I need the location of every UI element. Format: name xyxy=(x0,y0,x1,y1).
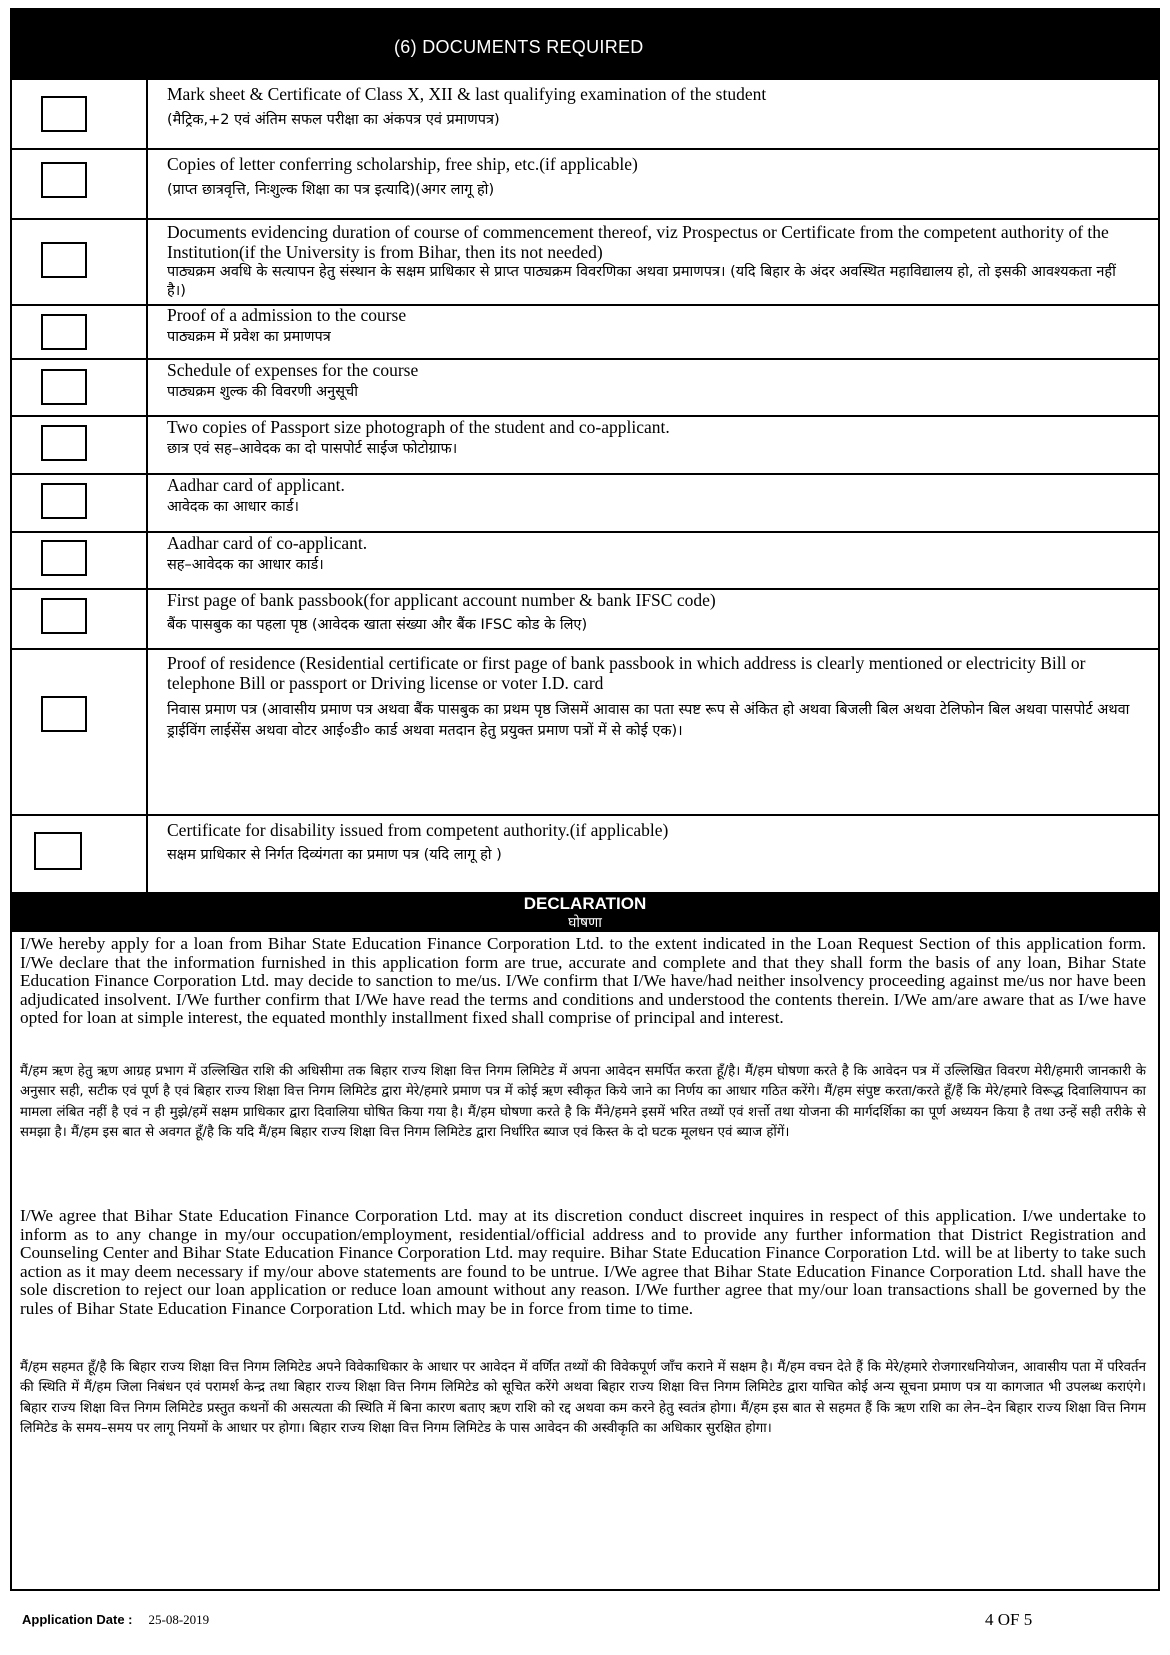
section-title: (6) DOCUMENTS REQUIRED xyxy=(394,37,644,57)
document-checkbox[interactable] xyxy=(34,832,82,870)
document-row xyxy=(12,218,1158,304)
document-label: Schedule of expenses for the course xyxy=(167,360,419,380)
document-row xyxy=(12,78,1158,148)
document-checkbox[interactable] xyxy=(41,314,87,350)
document-label: First page of bank passbook(for applicant account number & bank IFSC code) xyxy=(167,590,716,610)
document-label-hindi: पाठ्यक्रम शुल्क की विवरणी अनुसूची xyxy=(167,384,358,400)
declaration-header xyxy=(12,892,1158,932)
document-checkbox[interactable] xyxy=(41,696,87,732)
section-header xyxy=(12,10,1158,78)
document-label: Two copies of Passport size photograph of the student and co-applicant. xyxy=(167,417,670,437)
document-label-hindi: पाठ्यक्रम में प्रवेश का प्रमाणपत्र xyxy=(167,329,331,345)
document-row xyxy=(12,531,1158,588)
document-label: Documents evidencing duration of course of commencement thereof, viz Prospectus or Certificate from the competent authority of the Institution(if the University is from Bihar, then its not needed) xyxy=(167,222,1109,262)
document-checkbox[interactable] xyxy=(41,162,87,198)
document-label-hindi: पाठ्यक्रम अवधि के सत्यापन हेतु संस्थान के सक्षम प्राधिकार से प्राप्त पाठ्यक्रम विवरणिका अथवा प्रमाणपत्र। (यदि बिहार के अंदर अवस्थित महाविद्यालय हो, तो इसकी आवश्यकता नहीं है।) xyxy=(167,264,1116,299)
document-row xyxy=(12,648,1158,814)
document-checkbox[interactable] xyxy=(41,369,87,405)
document-row xyxy=(12,588,1158,648)
document-row xyxy=(12,304,1158,358)
page-number: 4 OF 5 xyxy=(985,1610,1033,1629)
document-label-hindi: आवेदक का आधार कार्ड। xyxy=(167,499,300,515)
document-label: Proof of a admission to the course xyxy=(167,305,407,325)
document-label: Mark sheet & Certificate of Class X, XII & last qualifying examination of the student xyxy=(167,84,767,104)
document-row xyxy=(12,358,1158,415)
document-label: Aadhar card of applicant. xyxy=(167,475,345,495)
declaration-title-hindi: घोषणा xyxy=(568,915,602,931)
declaration-paragraph-2-hindi: मैं/हम सहमत हूँ/है कि बिहार राज्य शिक्षा वित्त निगम लिमिटेड अपने विवेकाधिकार के आधार पर आवेदन में वर्णित तथ्यों की विवेकपूर्ण जाँच कराने में सक्षम है। मैं/हम वचन देते हैं कि मेरे/हमारे रोजगारधनियोजन, आवासीय पता में परिवर्तन की स्थिति में मैं/हम जिला निबंधन एवं परामर्श केन्द्र तथा बिहार राज्य शिक्षा वित्त निगम लिमिटेड को सूचित करेंगे अथवा बिहार राज्य शिक्षा वित्त निगम लिमिटेड द्वारा याचित कोई अन्य सूचना प्रमाण पत्र या कागजात भी उपलब्ध कराएंगे। बिहार राज्य शिक्षा वित्त निगम लिमिटेड प्रस्तुत कथनों की असत्यता की स्थिति में बिना कारण बताए ऋण राशि को रद्द अथवा कम करने हेतु स्वतंत्र होगा। मैं/हम इस बात से सहमत हैं कि ऋण राशि का लेन–देन बिहार राज्य शिक्षा वित्त निगम लिमिटेड के समय–समय पर लागू नियमों के आधार पर होगा। बिहार राज्य शिक्षा वित्त निगम लिमिटेड के पास आवेदन की अस्वीकृति का अधिकार सुरक्षित होगा। xyxy=(20,1360,1146,1437)
declaration-title: DECLARATION xyxy=(523,894,647,913)
document-label: Aadhar card of co-applicant. xyxy=(167,533,368,553)
document-label-hindi: सक्षम प्राधिकार से निर्गत दिव्यंगता का प्रमाण पत्र (यदि लागू हो ) xyxy=(167,847,502,863)
document-row xyxy=(12,473,1158,531)
document-checkbox[interactable] xyxy=(41,540,87,576)
declaration-paragraph-1-hindi: मैं/हम ऋण हेतु ऋण आग्रह प्रभाग में उल्लिखित राशि की अधिसीमा तक बिहार राज्य शिक्षा वित्त निगम लिमिटेड में अपना आवेदन समर्पित करता हूँ/है। मैं/हम घोषणा करते है कि आवेदन पत्र में उल्लिखित विवरण मेरी/हमारी जानकारी के अनुसार सही, सटीक एवं पूर्ण है एवं बिहार राज्य शिक्षा वित्त निगम लिमिटेड द्वारा मेरे/हमारे प्रमाण पत्र में कोई ऋण स्वीकृत किये जाने का निर्णय का आधार गठित करेंगे। मैं/हम संपुष्ट करता/करते हूँ/हैं कि मेरे/हमारे विरूद्ध दिवालियापन का मामला लंबित नहीं है एवं न ही मुझे/हमें सक्षम प्राधिकार द्वारा दिवालिया घोषित किया गया है। मैं/हम घोषणा करते है कि मैंने/हमने इसमें भरित तथ्यों एवं शर्त्तो तथा योजना की मार्गदर्शिका का पूर्ण अध्ययन किया है तथा उन्हें सही तरीके से समझा है। मैं/हम इस बात से अवगत हूँ/है कि यदि मैं/हम बिहार राज्य शिक्षा वित्त निगम लिमिटेड द्वारा निर्धारित ब्याज एवं किस्त के दो घटक मूलधन एवं ब्याज होंगें। xyxy=(20,1064,1146,1141)
document-label: Certificate for disability issued from competent authority.(if applicable) xyxy=(167,820,669,840)
document-label-hindi: निवास प्रमाण पत्र (आवासीय प्रमाण पत्र अथवा बैंक पासबुक का प्रथम पृष्ठ जिसमें आवास का पता स्पष्ट रूप से अंकित हो अथवा बिजली बिल अथवा टेलिफोन बिल अथवा पासपोर्ट अथवा ड्राईविंग लाईसेंस अथवा वोटर आई०डी० कार्ड अथवा मतदान हेतु प्रयुक्त प्रमाण पत्रों में से कोई एक)। xyxy=(167,702,1130,739)
document-label: Proof of residence (Residential certificate or first page of bank passbook in which address is clearly mentioned or electricity Bill or telephone Bill or passport or Driving license or voter I.D. card xyxy=(167,653,1086,693)
document-checkbox[interactable] xyxy=(41,242,87,278)
application-date xyxy=(22,1612,209,1628)
declaration-paragraph-1: I/We hereby apply for a loan from Bihar State Education Finance Corporation Ltd. to the extent indicated in the Loan Request Section of this application form. I/We declare that the information furnished in this application form are true, accurate and complete and that they shall form the basis of any loan, Bihar State Education Finance Corporation Ltd. may decide to sanction to me/us. I/We confirm that I/We have/had neither insolvency proceeding against me/us nor have been adjudicated insolvent. I/We further confirm that I/We have read the terms and conditions and understood the contents therein. I/We am/are aware that as I/we have opted for loan at simple interest, the equated monthly installment fixed shall comprise of principal and interest. xyxy=(20,934,1146,1028)
document-checkbox[interactable] xyxy=(41,425,87,461)
document-row xyxy=(12,814,1158,892)
document-row xyxy=(12,415,1158,473)
document-checkbox[interactable] xyxy=(41,598,87,634)
form-page xyxy=(10,8,1160,1591)
document-label: Copies of letter conferring scholarship, free ship, etc.(if applicable) xyxy=(167,154,638,174)
document-row xyxy=(12,148,1158,218)
document-label-hindi: सह–आवेदक का आधार कार्ड। xyxy=(167,557,324,573)
document-label-hindi: बैंक पासबुक का पहला पृष्ठ (आवेदक खाता संख्या और बैंक IFSC कोड के लिए) xyxy=(167,617,588,633)
document-checkbox[interactable] xyxy=(41,483,87,519)
application-date-label: Application Date : xyxy=(22,1612,133,1627)
document-label-hindi: छात्र एवं सह–आवेदक का दो पासपोर्ट साईज फोटोग्राफ। xyxy=(167,441,458,457)
document-label-hindi: (मैट्रिक,+2 एवं अंतिम सफल परीक्षा का अंकपत्र एवं प्रमाणपत्र) xyxy=(167,112,500,128)
document-label-hindi: (प्राप्त छात्रवृत्ति, निःशुल्क शिक्षा का पत्र इत्यादि)(अगर लागू हो) xyxy=(167,182,495,198)
application-date-value: 25-08-2019 xyxy=(148,1612,210,1627)
declaration-paragraph-2: I/We agree that Bihar State Education Finance Corporation Ltd. may at its discretion conduct discreet inquires in respect of this application. I/we undertake to inform as to any change in my/our occupation/employment, residential/official address and to provide any further information that District Registration and Counseling Center and Bihar State Education Finance Corporation Ltd. may require. Bihar State Education Finance Corporation Ltd. will be at liberty to take such action as it may deem necessary if my/our above statements are found to be untrue. I/We agree that Bihar State Education Finance Corporation Ltd. shall have the sole discretion to reject our loan application or reduce loan amount without any reason. I/We further agree that my/our loan transactions shall be governed by the rules of Bihar State Education Finance Corporation Ltd. which may be in force from time to time. xyxy=(20,1206,1146,1318)
document-checkbox[interactable] xyxy=(41,96,87,132)
